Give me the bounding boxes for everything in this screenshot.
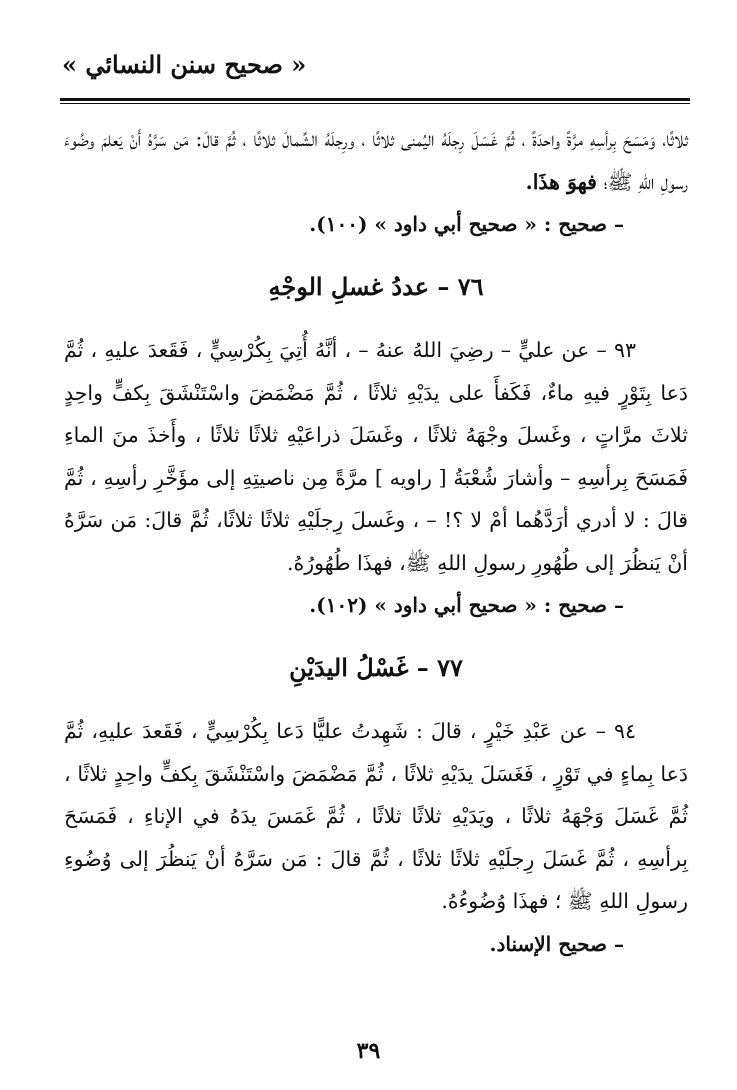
hadith-text: ثلاثًا، وَمَسَحَ بِرأسِهِ مرَّةً واحدَةً ، ثُمَّ غَسَلَ رِجلَهُ اليُمنى ثلاثًا ، ورِجلَهُ الشِّمالَ ثلاثًا ، ثُمَّ قالَ: مَن سَرَّهُ أَنْ يَعلمَ وضُوءَ رسولِ اللهِ ﷺ؛	[64, 127, 688, 194]
hadith-94: ٩٤ – عن عَبْدِ خَيْرٍ ، قالَ : شَهِدتُ عليًّا دَعا بِكُرْسِيٍّ ، فَقَعدَ عليهِ، ثُمَّ دَعا بِماءٍ في تَوْرٍ ، فَغَسَلَ يدَيْهِ ثلاثًا ، ثُمَّ مَضْمَضَ واسْتَنْشَقَ بِكفٍّ واحِدٍ ثلاثًا ، ثُمَّ غَسَلَ وَجْهَهُ ثلاثًا ، ويَدَيْهِ ثلاثًا ثلاثًا ، ثُمَّ غَمَسَ يدَهُ في الإناءِ ، فَمَسَحَ بِرأسِهِ ، ثُمَّ غَسَلَ رِجلَيْهِ ثلاثًا ثلاثًا ، ثُمَّ قالَ : مَن سَرَّهُ أنْ يَنظُرَ إلى وُضُوءِ رسولِ اللهِ ﷺ ؛ فهذَا وُضُوءُهُ.	[64, 719, 688, 913]
header-divider	[60, 98, 690, 101]
page-number: ٣٩	[356, 1038, 381, 1064]
grading-line: – صحيح : « صحيح أبي داود » (١٠٢).	[309, 593, 624, 617]
hadith-93: ٩٣ – عن عليٍّ – رضِيَ اللهُ عنهُ – ، أنَّهُ أُتِيَ بِكُرْسِيٍّ ، فَقَعدَ عليهِ ، ثُمَّ دَعا بِتَوْرٍ فيهِ ماءٌ، فَكَفأَ على يدَيْهِ ثلاثًا ، ثُمَّ مَضْمَضَ واسْتَنْشَقَ بِكفٍّ واحِدٍ ثلاثَ مرَّاتٍ ، وغَسلَ وجْهَهُ ثلاثًا ، وغَسَلَ ذراعَيْهِ ثلاثًا ثلاثًا ، وأَخذَ منَ الماءِ فَمَسَحَ بِرأسِهِ – وأشارَ شُعْبَةُ [ راويه ] مرَّةً مِن ناصيتِهِ إلى مؤَخَّرِ رأسِهِ ، ثُمَّ قالَ : لا أدري أرَدَّهُما أمْ لا ؟! – ، وغَسلَ رِجلَيْهِ ثلاثًا ثلاثًا، ثُمَّ قالَ: مَن سَرَّهُ أنْ يَنظُرَ إلى طُهُورِ رسولِ اللهِ ﷺ، فهذَا طُهُورُهُ.	[64, 338, 688, 575]
grading-line: – صحيح : « صحيح أبي داود » (١٠٠).	[309, 212, 624, 236]
page-body	[64, 118, 688, 965]
spacer	[64, 245, 688, 265]
hadith-text-emphasis: فهوَ هذَا.	[525, 169, 597, 194]
running-header-title: « صحيح سنن النسائي »	[62, 50, 307, 79]
hadith-text-continued	[64, 118, 688, 203]
spacer	[64, 690, 688, 710]
chapter-heading: ٧٧ – غَسْلُ اليدَيْنِ	[289, 653, 463, 682]
spacer	[64, 309, 688, 329]
chapter-heading: ٧٦ – عددُ غسلِ الوجْهِ	[268, 272, 484, 301]
grading-line: – صحيح الإسناد.	[489, 931, 624, 956]
spacer	[64, 626, 688, 646]
